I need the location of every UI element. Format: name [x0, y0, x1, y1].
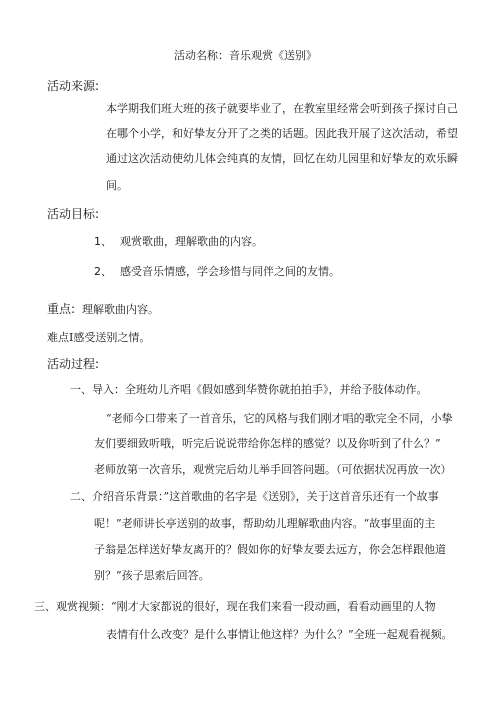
- goal-number: 1、: [94, 235, 112, 248]
- key-point-label: 重点:: [47, 302, 76, 316]
- goal-text: 观赏歌曲，理解歌曲的内容。: [120, 235, 263, 248]
- source-line: 间。: [106, 179, 128, 192]
- key-point-text: 理解歌曲内容。: [82, 303, 159, 316]
- step-2-line: 别？”孩子思索后回答。: [94, 569, 210, 582]
- goal-number: 2、: [94, 265, 112, 278]
- step-1-quote: “老师今口带来了一首音乐，它的风格与我们刚才唱的歌完全不同，小挚: [106, 412, 453, 425]
- step-1-line: 一、导入：全班幼儿齐唱《假如感到华赞你就拍拍手》，并给予肢体动作。: [70, 383, 428, 396]
- step-3-line: 三、观赏视频：“刚才大家都说的很好，现在我们来看一段动画，看看动画里的人物: [34, 600, 436, 613]
- step-1-quote: 友们要细致听哦，听完后说说带给你怎样的感觉？以及你听到了什么？”: [94, 437, 441, 450]
- step-2-line: 呢！”老师讲长亭送别的故事，帮助幼儿理解歌曲内容。“故事里面的主: [94, 517, 436, 530]
- source-line: 在哪个小学，和好挚友分开了之类的话题。因此我开展了这次活动，希望: [106, 127, 458, 140]
- step-2-line: 二、介绍音乐背景：”这首歌曲的名字是《送别》，关于这首音乐还有一个故事: [70, 490, 439, 503]
- source-line: 通过这次活动使幼儿体会纯真的友情，回忆在幼儿园里和好挚友的欢乐瞬: [106, 152, 458, 165]
- step-2-line: 子翁是怎样送好挚友离开的？假如你的好挚友要去远方，你会怎样跟他道: [94, 543, 446, 556]
- source-heading: 活动来源:: [47, 79, 100, 93]
- activity-title: 活动名称：音乐观赏《送别》: [174, 49, 317, 62]
- source-line: 本学期我们班大班的孩子就要毕业了，在教室里经常会听到孩子探讨自己: [106, 102, 458, 115]
- goals-heading: 活动目标:: [47, 207, 100, 221]
- step-1-line: 老师放第一次音乐，观赏完后幼儿举手回答问题。（可依据状况再放一次）: [94, 463, 452, 476]
- difficulty-text: 难点I感受送别之情。: [47, 331, 151, 344]
- process-heading: 活动过程:: [47, 357, 100, 371]
- goal-text: 感受音乐情感，学会珍惜与同伴之间的友情。: [120, 265, 340, 278]
- step-3-line: 表情有什么改变？是什么事情让他这样？为什么？”全班一起观看视频。: [106, 628, 453, 641]
